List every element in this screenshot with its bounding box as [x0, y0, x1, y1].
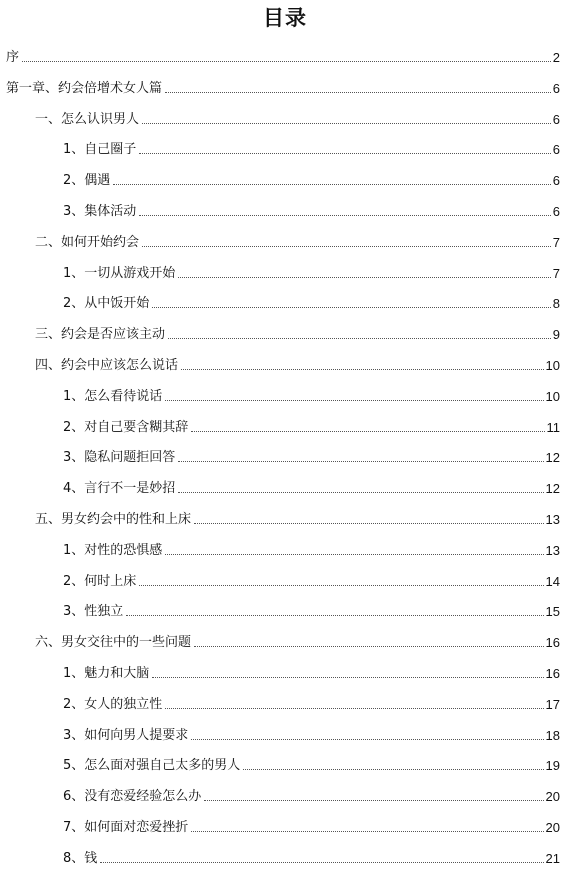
toc-entry[interactable]	[63, 539, 560, 559]
toc-dot-leader	[165, 399, 543, 401]
toc-dot-leader	[165, 707, 543, 709]
toc-dot-leader	[194, 645, 544, 647]
toc-entry-page-number: 6	[552, 80, 560, 96]
toc-entry-page-number: 19	[545, 758, 560, 774]
toc-entry[interactable]	[63, 816, 560, 836]
toc-entry-page-number: 9	[552, 327, 560, 343]
toc-entry[interactable]	[63, 600, 560, 620]
toc-entry[interactable]	[35, 631, 560, 651]
toc-entry[interactable]	[6, 46, 560, 66]
toc-entry-label: 3、隐私问题拒回答	[63, 450, 176, 466]
toc-entry[interactable]	[35, 108, 560, 128]
toc-entry[interactable]	[6, 77, 560, 97]
toc-entry-label: 6、没有恋爱经验怎么办	[63, 789, 202, 805]
toc-entry-label: 3、集体活动	[63, 204, 137, 219]
toc-entry[interactable]	[63, 200, 560, 220]
toc-dot-leader	[152, 306, 550, 308]
toc-entry-page-number: 12	[545, 450, 560, 466]
toc-entry[interactable]	[63, 262, 560, 282]
toc-entry-page-number: 16	[545, 635, 560, 651]
toc-entry-page-number: 7	[552, 234, 560, 250]
toc-dot-leader	[204, 799, 543, 801]
toc-entry[interactable]	[35, 323, 560, 343]
toc-entry-label: 8、钱	[63, 850, 98, 866]
toc-entry-label: 1、怎么看待说话	[63, 388, 163, 404]
toc-entry-page-number: 6	[552, 142, 560, 158]
toc-dot-leader	[191, 430, 544, 432]
toc-dot-leader	[113, 183, 550, 185]
toc-entry[interactable]	[35, 354, 560, 374]
toc-entry-label: 2、何时上床	[63, 573, 137, 589]
toc-entry-label: 1、魅力和大脑	[63, 666, 150, 681]
toc-entry[interactable]	[63, 754, 560, 774]
toc-entry-page-number: 21	[545, 850, 560, 866]
toc-entry-label: 5、怎么面对强自己太多的男人	[63, 758, 241, 774]
toc-entry[interactable]	[63, 446, 560, 466]
toc-entry-page-number: 10	[545, 388, 560, 404]
toc-dot-leader	[139, 152, 550, 154]
toc-dot-leader	[142, 245, 551, 247]
toc-dot-leader	[178, 276, 550, 278]
toc-entry-page-number: 13	[545, 512, 560, 527]
toc-entry-page-number: 11	[546, 419, 560, 435]
toc-entry-page-number: 6	[552, 204, 560, 219]
toc-dot-leader	[165, 91, 551, 93]
toc-entry-label: 3、如何向男人提要求	[63, 727, 189, 743]
toc-dot-leader	[152, 676, 543, 678]
toc-entry-label: 1、自己圈子	[63, 142, 137, 158]
toc-entry-page-number: 20	[545, 820, 560, 835]
toc-entry-label: 序	[6, 50, 20, 65]
toc-entry-page-number: 8	[552, 296, 560, 312]
toc-dot-leader	[168, 337, 551, 339]
toc-entry-label: 1、一切从游戏开始	[63, 265, 176, 281]
toc-entry-page-number: 18	[545, 727, 560, 743]
toc-entry-page-number: 20	[545, 789, 560, 805]
toc-entry[interactable]	[63, 385, 560, 405]
toc-dot-leader	[243, 768, 543, 770]
toc-entry[interactable]	[35, 508, 560, 528]
toc-entry-label: 3、性独立	[63, 604, 124, 620]
toc-entry-page-number: 7	[552, 265, 560, 281]
toc-dot-leader	[191, 830, 543, 832]
toc-entry-page-number: 15	[545, 604, 560, 620]
toc-entry-page-number: 17	[545, 696, 560, 712]
toc-entry-label: 1、对性的恐惧感	[63, 542, 163, 558]
toc-dot-leader	[165, 553, 543, 555]
toc-dot-leader	[126, 614, 543, 616]
toc-entry-page-number: 6	[552, 111, 560, 127]
toc-entry[interactable]	[63, 570, 560, 590]
toc-entry-page-number: 10	[545, 358, 560, 373]
toc-entry[interactable]	[63, 662, 560, 682]
toc-dot-leader	[139, 584, 543, 586]
toc-entry-page-number: 6	[552, 173, 560, 189]
toc-dot-leader	[139, 214, 550, 216]
toc-entry-label: 2、从中饭开始	[63, 296, 150, 312]
toc-entry-label: 一、怎么认识男人	[35, 111, 140, 127]
toc-entry-page-number: 14	[545, 573, 560, 589]
toc-entry[interactable]	[35, 231, 560, 251]
toc-entry[interactable]	[63, 724, 560, 744]
toc-entry[interactable]	[63, 785, 560, 805]
toc-entry-page-number: 12	[545, 481, 560, 497]
toc-entry-label: 四、约会中应该怎么说话	[35, 358, 179, 373]
toc-entry[interactable]	[63, 847, 560, 867]
toc-entry-label: 五、男女约会中的性和上床	[35, 512, 192, 527]
toc-dot-leader	[194, 522, 544, 524]
toc-dot-leader	[181, 368, 544, 370]
toc-entry[interactable]	[63, 292, 560, 312]
toc-entry-label: 4、言行不一是妙招	[63, 481, 176, 497]
toc-entry-label: 7、如何面对恋爱挫折	[63, 820, 189, 835]
toc-entry[interactable]	[63, 693, 560, 713]
toc-dot-leader	[191, 738, 543, 740]
toc-title: 目录	[263, 6, 307, 30]
toc-dot-leader	[100, 861, 543, 863]
toc-entry-page-number: 13	[545, 542, 560, 558]
toc-entry-page-number: 16	[545, 666, 560, 681]
toc-entry-label: 2、女人的独立性	[63, 696, 163, 712]
toc-entry-label: 六、男女交往中的一些问题	[35, 635, 192, 651]
toc-entry-label: 三、约会是否应该主动	[35, 327, 166, 343]
toc-dot-leader	[142, 122, 551, 124]
toc-entry-label: 第一章、约会倍增术女人篇	[6, 80, 163, 96]
toc-entry-label: 二、如何开始约会	[35, 234, 140, 250]
toc-dot-leader	[22, 60, 551, 62]
toc-dot-leader	[178, 460, 543, 462]
toc-entry[interactable]	[63, 416, 560, 436]
toc-entry-label: 2、对自己要含糊其辞	[63, 419, 189, 435]
toc-entry[interactable]	[63, 169, 560, 189]
toc-dot-leader	[178, 491, 543, 493]
toc-entry[interactable]	[63, 477, 560, 497]
toc-entry-page-number: 2	[552, 50, 560, 65]
toc-entry[interactable]	[63, 138, 560, 158]
toc-entry-label: 2、偶遇	[63, 173, 111, 189]
